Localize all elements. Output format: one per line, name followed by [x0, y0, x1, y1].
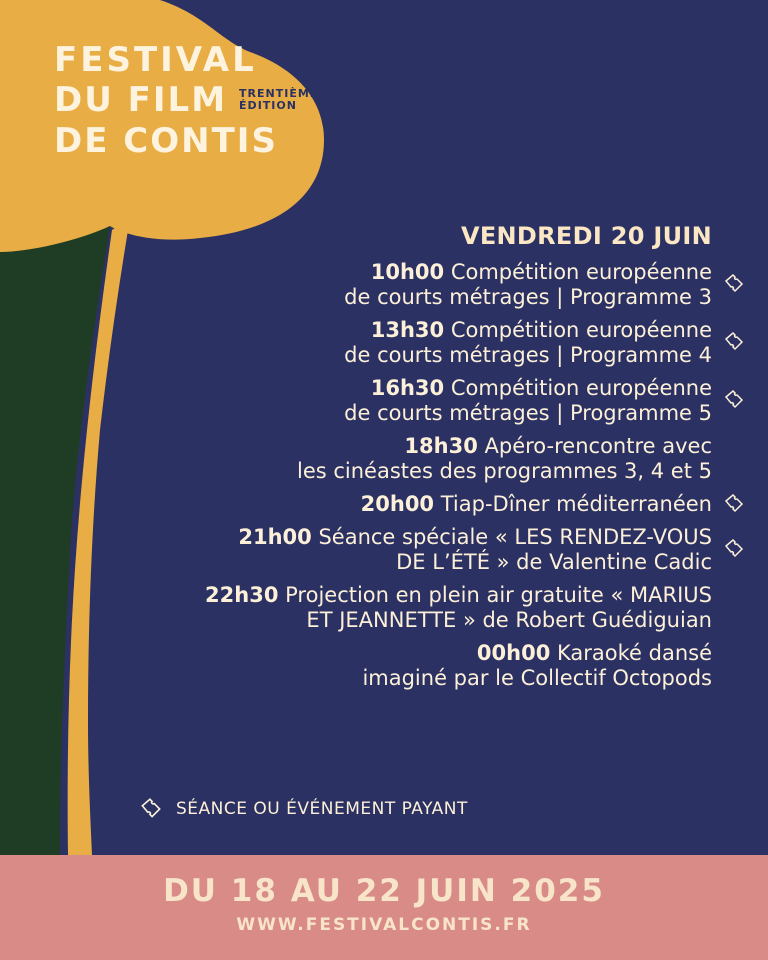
- program-item: [152, 525, 712, 575]
- item-line-1: Compétition européenne: [450, 260, 712, 284]
- festival-dates: DU 18 AU 22 JUIN 2025: [163, 873, 605, 909]
- ticket-icon: [138, 796, 164, 822]
- ticket-icon: [722, 272, 746, 296]
- program-item: [152, 434, 712, 484]
- legend-label: SÉANCE OU ÉVÉNEMENT PAYANT: [176, 799, 468, 819]
- item-line-2: DE L’ÉTÉ » de Valentine Cadic: [396, 550, 712, 574]
- item-line-1: Séance spéciale « LES RENDEZ-VOUS: [318, 525, 712, 549]
- edition-label: [239, 88, 318, 112]
- program-item: [152, 376, 712, 426]
- program-item: [152, 492, 712, 517]
- ticket-icon: [722, 330, 746, 354]
- festival-logo: [54, 40, 318, 162]
- item-time: 00h00: [476, 641, 551, 665]
- item-time: 18h30: [404, 434, 478, 458]
- legend: [138, 796, 468, 822]
- tree-trunk-green: [0, 225, 110, 855]
- item-line-2: de courts métrages | Programme 5: [344, 401, 712, 425]
- ticket-icon: [722, 537, 746, 561]
- item-line-2: les cinéastes des programmes 3, 4 et 5: [297, 459, 712, 483]
- item-time: 22h30: [205, 583, 279, 607]
- item-time: 16h30: [370, 376, 445, 400]
- website-link[interactable]: WWW.FESTIVALCONTIS.FR: [236, 915, 532, 935]
- program-item: [152, 583, 712, 633]
- edition-line-2: ÉDITION: [239, 99, 297, 112]
- item-time: 13h30: [370, 318, 445, 342]
- item-line-2: ET JEANNETTE » de Robert Guédiguian: [306, 608, 712, 632]
- logo-line-2: DU FILM: [54, 80, 228, 120]
- logo-line-3: DE CONTIS: [54, 121, 278, 161]
- edition-line-1: TRENTIÈME: [239, 87, 319, 100]
- program-item: [152, 260, 712, 310]
- item-line-2: de courts métrages | Programme 3: [344, 285, 712, 309]
- item-line-1: Projection en plein air gratuite « MARIUS: [285, 583, 712, 607]
- day-heading: VENDREDI 20 JUIN: [460, 222, 712, 250]
- item-line-1: Tiap-Dîner méditerranéen: [440, 492, 712, 516]
- logo-line-1: FESTIVAL: [54, 40, 257, 80]
- item-line-1: Compétition européenne: [450, 318, 712, 342]
- program-schedule: [152, 222, 712, 699]
- item-line-1: Compétition européenne: [450, 376, 712, 400]
- item-time: 10h00: [370, 260, 445, 284]
- footer-banner: [0, 855, 768, 960]
- item-time: 20h00: [360, 492, 435, 516]
- program-item: [152, 318, 712, 368]
- item-line-2: imaginé par le Collectif Octopods: [362, 666, 712, 690]
- item-line-1: Karaoké dansé: [557, 641, 712, 665]
- item-line-1: Apéro-rencontre avec: [484, 434, 712, 458]
- ticket-icon: [722, 388, 746, 412]
- ticket-icon: [722, 492, 746, 516]
- item-line-2: de courts métrages | Programme 4: [344, 343, 712, 367]
- program-item: [152, 641, 712, 691]
- item-time: 21h00: [238, 525, 312, 549]
